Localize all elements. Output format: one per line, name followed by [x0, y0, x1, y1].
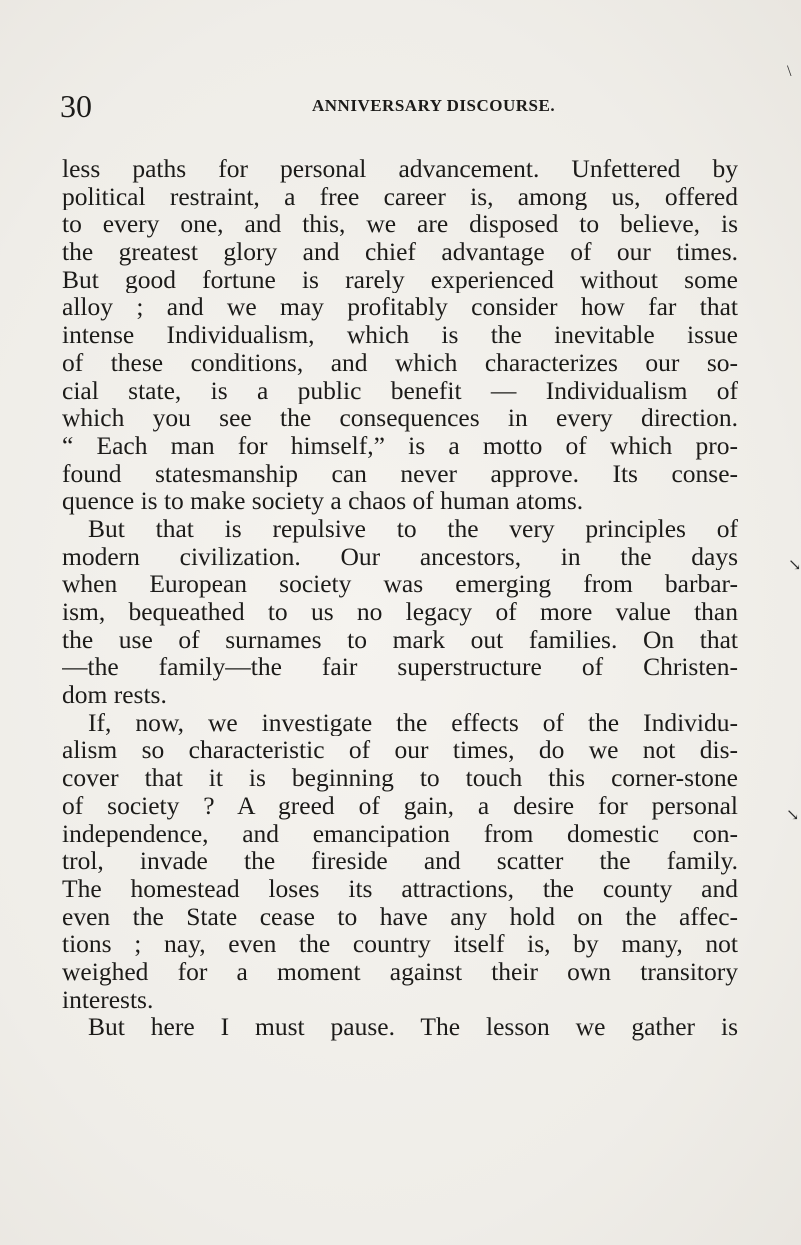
text-line: “ Each man for himself,” is a motto of which pro- [62, 431, 738, 460]
body-text [62, 155, 738, 1041]
page-number: 30 [60, 88, 92, 124]
running-head [60, 86, 750, 126]
text-line: But good fortune is rarely experienced without some [62, 265, 738, 294]
text-line: modern civilization. Our ancestors, in the days [62, 542, 738, 571]
text-line: of society ? A greed of gain, a desire for personal [62, 791, 738, 820]
text-line: to every one, and this, we are disposed to believe, is [62, 210, 738, 239]
text-line: of these conditions, and which characterizes our so- [62, 348, 738, 377]
text-line: even the State cease to have any hold on the affec- [62, 902, 738, 931]
text-line: dom rests. [62, 681, 167, 709]
text-line: political restraint, a free career is, among us, offered [62, 182, 738, 211]
text-line: quence is to make society a chaos of human atoms. [62, 487, 584, 515]
text-line: interests. [62, 985, 154, 1014]
text-line: alism so characteristic of our times, do we not dis- [62, 736, 738, 765]
text-line: weighed for a moment against their own transitory [62, 957, 738, 986]
margin-mark: ↘ [786, 807, 800, 824]
text-line: alloy ; and we may profitably consider how far that [62, 293, 738, 322]
text-line: trol, invade the fireside and scatter the family. [62, 847, 738, 875]
text-line: If, now, we investigate the effects of the Individu- [88, 708, 738, 737]
text-line: independence, and emancipation from domestic con- [62, 819, 738, 848]
text-line: cover that it is beginning to touch this corner-stone [62, 764, 738, 792]
text-line: the greatest glory and chief advantage of our times. [62, 238, 738, 266]
text-line: —the family—the fair superstructure of Christen- [62, 653, 738, 682]
text-line: when European society was emerging from barbar- [62, 570, 738, 598]
text-line: The homestead loses its attractions, the county and [62, 874, 738, 903]
text-line: less paths for personal advancement. Unfettered by [62, 155, 738, 183]
running-title: ANNIVERSARY DISCOURSE. [312, 96, 556, 115]
margin-mark: ↘ [788, 557, 801, 574]
text-line: tions ; nay, even the country itself is, by many, not [62, 930, 738, 958]
text-line: But here I must pause. The lesson we gather is [88, 1013, 738, 1041]
text-line: intense Individualism, which is the inevitable issue [62, 321, 738, 349]
text-line: found statesmanship can never approve. Its conse- [62, 459, 738, 488]
text-line: cial state, is a public benefit — Individualism of [62, 376, 738, 405]
margin-mark: \ [787, 63, 792, 80]
text-line: the use of surnames to mark out families. On that [62, 625, 738, 654]
text-line: which you see the consequences in every direction. [62, 404, 738, 432]
text-line: ism, bequeathed to us no legacy of more value than [62, 598, 738, 626]
text-line: But that is repulsive to the very principles of [88, 514, 738, 543]
